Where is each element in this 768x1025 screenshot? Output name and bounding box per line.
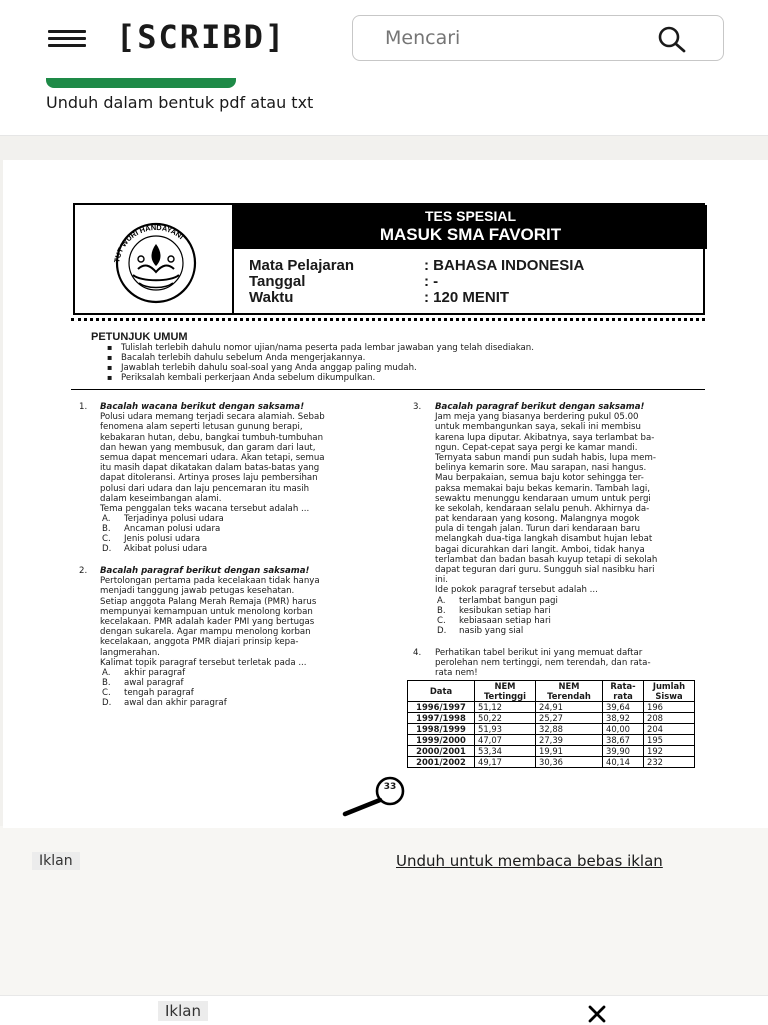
exam-title-banner — [234, 205, 707, 249]
ad-free-link[interactable]: Unduh untuk membaca bebas iklan — [396, 852, 663, 870]
document-page — [3, 160, 768, 828]
table-header: NEM Tertinggi — [475, 681, 536, 702]
svg-text:TUT WURI HANDAYANI: TUT WURI HANDAYANI — [112, 222, 186, 264]
option: C. tengah paragraf — [102, 688, 194, 698]
dotted-divider — [71, 318, 705, 321]
question-number: 3. — [413, 402, 422, 412]
ad-label: Iklan — [32, 852, 80, 870]
download-banner — [0, 78, 768, 136]
scribd-logo[interactable]: [SCRIBD] — [116, 18, 287, 56]
option: B. kesibukan setiap hari — [437, 606, 551, 616]
bottom-ad-bar — [0, 995, 768, 1025]
table-header: Jumlah Siswa — [644, 681, 695, 702]
bottom-ad-label: Iklan — [158, 1001, 208, 1021]
table-row: 1996/1997 51,12 24,91 39,64 196 — [408, 702, 695, 713]
exam-subtitle: MASUK SMA FAVORIT — [379, 225, 562, 244]
document-viewer[interactable] — [0, 136, 768, 826]
question-number: 1. — [79, 402, 88, 412]
option: D. nasib yang sial — [437, 626, 524, 636]
exam-title-block — [232, 205, 707, 313]
menu-icon[interactable] — [48, 30, 86, 48]
option: A. terlambat bangun pagi — [437, 596, 558, 606]
option: A. Terjadinya polusi udara — [102, 514, 224, 524]
table-row: 1998/1999 51,93 32,88 40,00 204 — [408, 724, 695, 735]
table-row: 2001/2002 49,17 30,36 40,14 232 — [408, 757, 695, 768]
table-row: 1997/1998 50,22 25,27 38,92 208 — [408, 713, 695, 724]
question-2: Bacalah paragraf berikut dengan saksama! Pertolongan pertama pada kecelakaan tidak hanya menjadi tanggung jawab petugas kesehatan. Setiap anggota Palang Merah Remaja (PMR) harus mempunyai kemampuan untuk menolong korban kecelakaan. PMR adalah kader PMI yang bertugas dengan sukarela. Agar mampu menolong korban kecelakaan, anggota PMR diajari prinsip kepa- langmerahan. Kalimat topik paragraf tersebut terletak pada ... — [100, 566, 320, 668]
exam-title: TES SPESIAL — [424, 208, 517, 224]
top-bar — [0, 0, 768, 78]
table-header: Rata- rata — [603, 681, 644, 702]
instruction-item: ▪ Tulislah terlebih dahulu nomor ujian/nama peserta pada lembar jawaban yang telah disediakan. — [121, 343, 534, 353]
question-number: 2. — [79, 566, 88, 576]
option: A. akhir paragraf — [102, 668, 186, 678]
table-row: 1999/2000 47,07 27,39 38,67 195 — [408, 735, 695, 746]
nem-table — [407, 680, 695, 768]
instruction-item: ▪ Bacalah terlebih dahulu sebelum Anda mengerjakannya. — [121, 353, 365, 363]
option: C. kebiasaan setiap hari — [437, 616, 551, 626]
question-4: Perhatikan tabel berikut ini yang memuat daftar perolehan nem tertinggi, nem terendah, dan rata- rata nem! — [435, 648, 651, 679]
tut-wuri-handayani-logo — [81, 211, 229, 307]
option: B. Ancaman polusi udara — [102, 524, 221, 534]
exam-header — [73, 203, 705, 315]
option: D. awal dan akhir paragraf — [102, 698, 227, 708]
page-number: 33 — [383, 782, 397, 792]
question-3: Bacalah paragraf berikut dengan saksama! Jam meja yang biasanya berdering pukul 05.00 untuk membangunkan saya, sekali ini membisu karena lupa diputar. Akibatnya, saya terlambat ba- ngun. Cepat-cepat saya pergi ke kamar mandi. Ternyata sabun mandi pun sudah habis, lupa mem- belinya kemarin sore. Mau sarapan, nasi hangus. Mau berpakaian, semua baju kotor sehingga ter- paksa memakai baju bekas kemarin. Tambah lagi, sewaktu menunggu kendaraan umum untuk pergi ke sekolah, kendaraan selalu penuh. Akhirnya da- pat kendaraan yang kosong. Malangnya mogok pula di tengah jalan. Turun dari kendaraan baru melangkah dua-tiga langkah disambut hujan lebat bagai dicurahkan dari langit. Amboi, tidak hanya terlambat dan badan basah kuyup tetapi di sekolah dapat teguran dari guru. Sungguh sial nasibku hari ini. Ide pokok paragraf tersebut adalah ... — [435, 402, 658, 596]
info-row-time: Waktu : 120 MENIT — [249, 289, 510, 306]
download-button[interactable] — [46, 78, 236, 88]
search-input[interactable] — [383, 26, 647, 50]
search-icon[interactable] — [655, 24, 689, 54]
option: C. Jenis polusi udara — [102, 534, 200, 544]
download-text: Unduh dalam bentuk pdf atau txt — [46, 93, 314, 112]
question-1: Bacalah wacana berikut dengan saksama! Polusi udara memang terjadi secara alamiah. Sebab fenomena alam seperti letusan gunung berapi, kebakaran hutan, debu, bangkai tumbuh-tumbuhan dan hewan yang membusuk, dan garam dari laut, semua dapat mencemari udara. Akan tetapi, semua itu masih dapat dikatakan dalam batas-batas yang dapat ditoleransi. Artinya proses laju pembersihan polusi dari udara dan laju pencemaran itu masih dalam keseimbangan alami. Tema penggalan teks wacana tersebut adalah ... — [100, 402, 325, 514]
table-header: Data — [408, 681, 475, 702]
question-number: 4. — [413, 648, 422, 658]
option: D. Akibat polusi udara — [102, 544, 208, 554]
info-row-date: Tanggal : - — [249, 273, 439, 290]
table-row: 2000/2001 53,34 19,91 39,90 192 — [408, 746, 695, 757]
close-icon[interactable] — [587, 1004, 607, 1024]
section-title: PETUNJUK UMUM — [91, 331, 188, 343]
table-header: NEM Terendah — [536, 681, 603, 702]
search-box[interactable] — [352, 15, 724, 61]
instruction-item: ▪ Jawablah terlebih dahulu soal-soal yang Anda anggap paling mudah. — [121, 363, 417, 373]
option: B. awal paragraf — [102, 678, 184, 688]
instruction-item: ▪ Periksalah kembali perkerjaan Anda sebelum dikumpulkan. — [121, 373, 375, 383]
info-row-subject: Mata Pelajaran : BAHASA INDONESIA — [249, 257, 585, 274]
section-divider — [71, 389, 705, 390]
